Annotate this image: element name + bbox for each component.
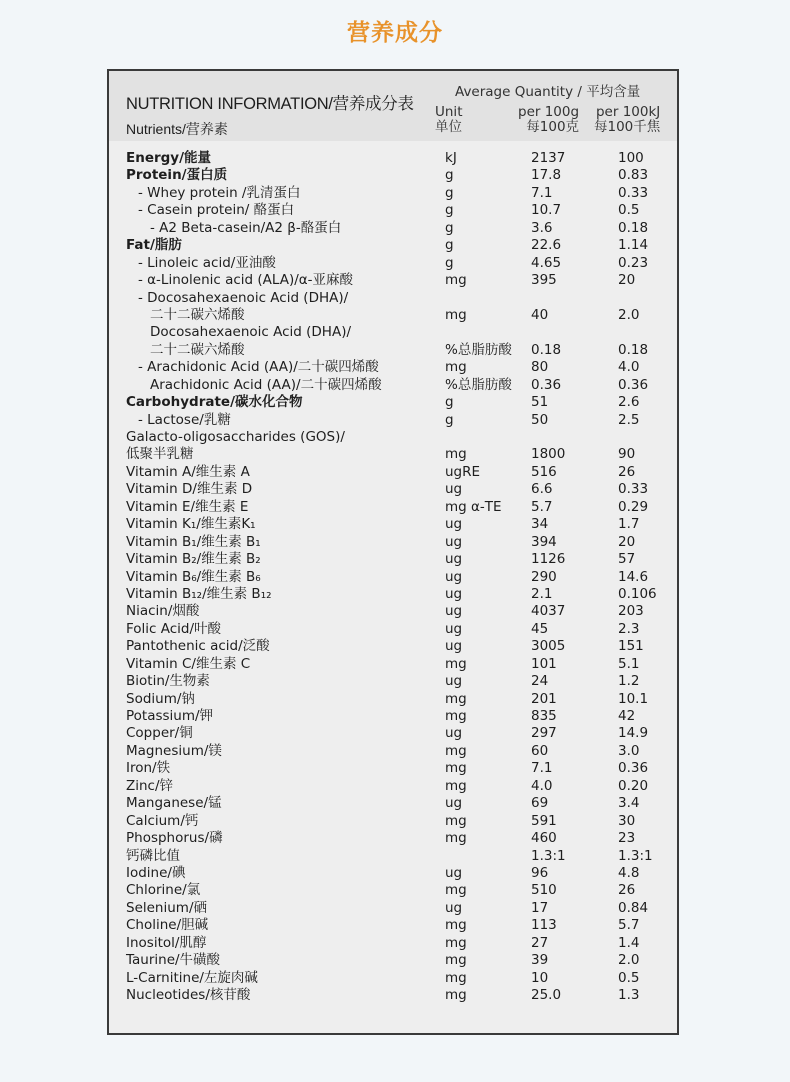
unit-cell: mg	[445, 777, 467, 794]
table-row	[109, 516, 677, 533]
nutrient-name: Iodine/碘	[126, 864, 186, 881]
unit-cell: g	[445, 184, 454, 201]
per100kj-value: 14.9	[618, 725, 649, 742]
unit-cell: g	[445, 394, 454, 411]
per100g-value: 17.8	[531, 167, 562, 184]
table-row	[109, 446, 677, 463]
per100kj-value: 42	[618, 708, 636, 724]
per100kj-value: 57	[618, 551, 636, 568]
unit-cell: mg	[445, 742, 467, 759]
per100kj-value: 0.18	[618, 219, 649, 236]
per100g-value: 1126	[531, 551, 566, 568]
nutrition-table	[107, 69, 679, 1035]
unit-cell: ug	[445, 551, 463, 568]
unit-header-en: Unit	[435, 104, 463, 120]
per100kj-value: 10.1	[618, 690, 649, 707]
table-row	[109, 324, 677, 341]
nutrient-name: Vitamin C/维生素 C	[126, 655, 251, 672]
per100kj-value: 1.3:1	[618, 847, 653, 864]
nutrient-name: 二十二碳六烯酸	[150, 341, 245, 358]
per100g-value: 4037	[531, 603, 566, 620]
nutrient-name: Fat/脂肪	[126, 237, 182, 254]
table-row	[109, 429, 677, 446]
unit-cell: g	[445, 219, 454, 236]
per100g-value: 10	[531, 969, 549, 986]
table-row	[109, 900, 677, 917]
per100kj-value: 2.0	[618, 306, 640, 323]
unit-cell: ug	[445, 533, 463, 550]
nutrient-name: Iron/铁	[126, 760, 171, 777]
table-row	[109, 464, 677, 481]
nutrient-name: 钙磷比值	[126, 847, 180, 864]
per100kj-value: 90	[618, 446, 636, 463]
per100g-value: 22.6	[531, 237, 562, 254]
table-row	[109, 778, 677, 795]
unit-cell: ug	[445, 899, 463, 916]
table-row	[109, 673, 677, 690]
table-row	[109, 237, 677, 254]
unit-cell: ug	[445, 481, 463, 498]
per100kj-value: 14.6	[618, 568, 649, 585]
unit-cell: mg	[445, 690, 467, 707]
per100g-value: 96	[531, 864, 549, 881]
unit-cell: mg	[445, 272, 467, 289]
nutrient-name: Galacto-oligosaccharides (GOS)/	[126, 429, 345, 445]
nutrient-name: - A2 Beta-casein/A2 β-酪蛋白	[150, 219, 342, 236]
table-row	[109, 795, 677, 812]
table-row	[109, 481, 677, 498]
per100g-value: 2137	[531, 150, 566, 166]
table-row	[109, 621, 677, 638]
page-title: 营养成分	[347, 20, 443, 46]
nutrient-name: Protein/蛋白质	[126, 167, 228, 184]
table-row	[109, 342, 677, 359]
per100kj-value: 30	[618, 812, 636, 829]
per100kj-value: 23	[618, 830, 636, 847]
per100g-value: 25.0	[531, 987, 562, 1003]
nutrient-name: Zinc/锌	[126, 777, 174, 794]
per100g-value: 510	[531, 882, 557, 899]
nutrient-name: - Docosahexaenoic Acid (DHA)/	[138, 289, 349, 306]
nutrient-name: Arachidonic Acid (AA)/二十碳四烯酸	[150, 376, 382, 393]
nutrient-name: Sodium/钠	[126, 690, 195, 707]
per100kj-header-en: per 100kJ	[595, 104, 661, 120]
unit-cell: mg	[445, 987, 467, 1003]
per100kj-value: 0.84	[618, 899, 649, 916]
table-row	[109, 534, 677, 551]
average-quantity-header: Average Quantity / 平均含量	[455, 84, 641, 100]
unit-cell: mg	[445, 359, 467, 376]
nutrient-name: Vitamin D/维生素 D	[126, 481, 253, 498]
table-row	[109, 202, 677, 219]
per100g-value: 201	[531, 690, 557, 707]
per100g-value: 2.1	[531, 585, 553, 602]
per100g-value: 39	[531, 952, 549, 969]
per100kj-value: 0.20	[618, 777, 649, 794]
per100kj-value: 1.4	[618, 934, 640, 951]
unit-cell: mg	[445, 917, 467, 934]
table-row	[109, 150, 677, 167]
per100g-value: 7.1	[531, 184, 553, 201]
nutrients-column-header: Nutrients/营养素	[126, 121, 228, 137]
table-row	[109, 656, 677, 673]
table-body	[109, 150, 677, 1004]
unit-cell: ugRE	[445, 463, 481, 480]
nutrient-name: Manganese/锰	[126, 795, 222, 812]
table-row	[109, 359, 677, 376]
unit-cell: ug	[445, 864, 463, 881]
nutrient-name: Vitamin A/维生素 A	[126, 463, 250, 480]
per100g-value: 113	[531, 917, 557, 934]
unit-cell: g	[445, 202, 454, 219]
nutrient-name: Docosahexaenoic Acid (DHA)/	[150, 324, 352, 341]
unit-cell: %总脂肪酸	[445, 376, 512, 393]
table-row	[109, 394, 677, 411]
nutrient-name: Selenium/硒	[126, 899, 207, 916]
per100kj-value: 4.8	[618, 864, 640, 881]
table-row	[109, 586, 677, 603]
table-row	[109, 952, 677, 969]
table-row	[109, 569, 677, 586]
per100kj-value: 0.36	[618, 376, 649, 393]
table-header	[109, 71, 677, 141]
table-row	[109, 691, 677, 708]
unit-column-header	[435, 105, 462, 135]
per100kj-value: 1.3	[618, 987, 640, 1003]
table-row	[109, 830, 677, 847]
table-row	[109, 760, 677, 777]
unit-cell: mg	[445, 760, 467, 777]
unit-cell: mg	[445, 655, 467, 672]
unit-cell: g	[445, 411, 454, 428]
per100kj-value: 0.5	[618, 969, 640, 986]
unit-cell: mg	[445, 830, 467, 847]
per100g-value: 6.6	[531, 481, 553, 498]
nutrient-name: - Casein protein/ 酪蛋白	[138, 202, 295, 219]
per100g-value: 591	[531, 812, 557, 829]
per100g-value: 297	[531, 725, 557, 742]
table-row	[109, 743, 677, 760]
per100kj-value: 1.2	[618, 673, 640, 690]
per100g-value: 69	[531, 795, 549, 812]
unit-header-zh: 单位	[435, 119, 462, 135]
per100kj-value: 26	[618, 463, 636, 480]
nutrient-name: - Arachidonic Acid (AA)/二十碳四烯酸	[138, 359, 379, 376]
nutrient-name: Vitamin B₁₂/维生素 B₁₂	[126, 585, 272, 602]
per100kj-value: 5.7	[618, 917, 640, 934]
per100kj-value: 4.0	[618, 359, 640, 376]
table-row	[109, 412, 677, 429]
unit-cell: mg	[445, 934, 467, 951]
unit-cell: mg	[445, 306, 467, 323]
per100kj-value: 151	[618, 638, 644, 655]
per100kj-value: 26	[618, 882, 636, 899]
table-row	[109, 935, 677, 952]
per100g-value: 7.1	[531, 760, 553, 777]
table-row	[109, 603, 677, 620]
unit-cell: g	[445, 167, 454, 184]
per100g-value: 51	[531, 394, 549, 411]
unit-cell: ug	[445, 603, 463, 620]
unit-cell: mg	[445, 882, 467, 899]
unit-cell: ug	[445, 725, 463, 742]
table-row	[109, 255, 677, 272]
per100g-value: 0.36	[531, 376, 562, 393]
nutrient-name: Choline/胆碱	[126, 917, 209, 934]
table-row	[109, 882, 677, 899]
table-row	[109, 290, 677, 307]
per100g-value: 80	[531, 359, 549, 376]
per100kj-value: 0.33	[618, 184, 649, 201]
per100kj-value: 0.36	[618, 760, 649, 777]
per100kj-value: 2.6	[618, 394, 640, 411]
table-title: NUTRITION INFORMATION/营养成分表	[126, 95, 414, 113]
nutrient-name: Nucleotides/核苷酸	[126, 987, 251, 1003]
nutrient-name: L-Carnitine/左旋肉碱	[126, 969, 258, 986]
unit-cell: mg	[445, 812, 467, 829]
per100kj-value: 3.0	[618, 742, 640, 759]
per100g-value: 395	[531, 272, 557, 289]
per100g-value: 0.18	[531, 341, 562, 358]
per100g-value: 290	[531, 568, 557, 585]
unit-cell: ug	[445, 585, 463, 602]
per100g-value: 4.65	[531, 254, 562, 271]
nutrient-name: Folic Acid/叶酸	[126, 620, 222, 637]
per100kj-value: 20	[618, 533, 636, 550]
per100g-value: 34	[531, 516, 549, 533]
per100g-value: 10.7	[531, 202, 562, 219]
per100g-value: 17	[531, 899, 549, 916]
nutrient-name: Chlorine/氯	[126, 882, 201, 899]
table-row	[109, 272, 677, 289]
table-row	[109, 185, 677, 202]
nutrient-name: Vitamin B₂/维生素 B₂	[126, 551, 261, 568]
nutrient-name: 二十二碳六烯酸	[150, 306, 245, 323]
table-row	[109, 725, 677, 742]
per100kj-value: 20	[618, 272, 636, 289]
unit-cell: %总脂肪酸	[445, 341, 512, 358]
per100kj-value: 203	[618, 603, 644, 620]
per100g-header-zh: 每100克	[526, 119, 580, 135]
per100g-value: 3.6	[531, 219, 553, 236]
per100g-column-header	[518, 105, 579, 135]
per100kj-column-header	[594, 105, 660, 135]
per100kj-value: 2.3	[618, 620, 640, 637]
per100kj-value: 0.18	[618, 341, 649, 358]
per100kj-value: 1.7	[618, 516, 640, 533]
nutrient-name: Niacin/烟酸	[126, 603, 200, 620]
per100g-value: 460	[531, 830, 557, 847]
table-row	[109, 307, 677, 324]
nutrient-name: Inositol/肌醇	[126, 934, 207, 951]
table-row	[109, 917, 677, 934]
per100kj-value: 0.33	[618, 481, 649, 498]
per100kj-value: 2.0	[618, 952, 640, 969]
nutrient-name: - Whey protein /乳清蛋白	[138, 184, 301, 201]
table-row	[109, 551, 677, 568]
per100kj-value: 1.14	[618, 237, 649, 254]
unit-cell: ug	[445, 673, 463, 690]
nutrient-name: - Linoleic acid/亚油酸	[138, 254, 276, 271]
unit-cell: mg	[445, 708, 467, 724]
per100g-value: 3005	[531, 638, 566, 655]
table-row	[109, 708, 677, 725]
table-row	[109, 813, 677, 830]
per100g-value: 4.0	[531, 777, 553, 794]
nutrient-name: Pantothenic acid/泛酸	[126, 638, 270, 655]
per100g-value: 516	[531, 463, 557, 480]
per100kj-value: 100	[618, 150, 644, 166]
per100g-value: 5.7	[531, 498, 553, 515]
unit-cell: ug	[445, 638, 463, 655]
unit-cell: ug	[445, 620, 463, 637]
unit-cell: g	[445, 254, 454, 271]
unit-cell: mg	[445, 969, 467, 986]
per100g-value: 27	[531, 934, 549, 951]
per100g-value: 60	[531, 742, 549, 759]
nutrient-name: Potassium/钾	[126, 708, 214, 724]
table-row	[109, 377, 677, 394]
unit-cell: ug	[445, 568, 463, 585]
per100g-value: 394	[531, 533, 557, 550]
per100g-value: 40	[531, 306, 549, 323]
table-row	[109, 220, 677, 237]
nutrient-name: - Lactose/乳糖	[138, 411, 231, 428]
table-row	[109, 987, 677, 1004]
unit-cell: kJ	[445, 150, 457, 166]
nutrient-name: Vitamin K₁/维生素K₁	[126, 516, 256, 533]
unit-cell: ug	[445, 795, 463, 812]
per100kj-value: 0.106	[618, 585, 657, 602]
per100kj-value: 2.5	[618, 411, 640, 428]
nutrient-name: - α-Linolenic acid (ALA)/α-亚麻酸	[138, 272, 354, 289]
per100kj-value: 0.83	[618, 167, 649, 184]
nutrient-name: Carbohydrate/碳水化合物	[126, 394, 303, 411]
per100g-value: 1800	[531, 446, 566, 463]
nutrient-name: Magnesium/镁	[126, 742, 222, 759]
nutrient-name: Taurine/牛磺酸	[126, 952, 221, 969]
nutrient-name: Vitamin B₁/维生素 B₁	[126, 533, 261, 550]
unit-cell: g	[445, 237, 454, 254]
per100kj-value: 5.1	[618, 655, 640, 672]
nutrient-name: Energy/能量	[126, 150, 212, 166]
per100g-value: 835	[531, 708, 557, 724]
per100g-value: 45	[531, 620, 549, 637]
unit-cell: mg	[445, 446, 467, 463]
table-row	[109, 499, 677, 516]
per100g-value: 50	[531, 411, 549, 428]
per100g-header-en: per 100g	[518, 104, 580, 120]
nutrient-name: Calcium/钙	[126, 812, 199, 829]
per100kj-value: 3.4	[618, 795, 640, 812]
table-row	[109, 865, 677, 882]
table-row	[109, 167, 677, 184]
unit-cell: ug	[445, 516, 463, 533]
unit-cell: mg α-TE	[445, 498, 502, 515]
per100kj-header-zh: 每100千焦	[594, 119, 661, 135]
per100g-value: 1.3:1	[531, 847, 566, 864]
nutrient-name: Vitamin B₆/维生素 B₆	[126, 568, 261, 585]
nutrient-name: Vitamin E/维生素 E	[126, 498, 249, 515]
per100g-value: 24	[531, 673, 549, 690]
nutrient-name: Biotin/生物素	[126, 673, 210, 690]
per100kj-value: 0.29	[618, 498, 649, 515]
table-row	[109, 848, 677, 865]
nutrient-name: Copper/铜	[126, 725, 193, 742]
unit-cell: mg	[445, 952, 467, 969]
per100kj-value: 0.23	[618, 254, 649, 271]
per100kj-value: 0.5	[618, 202, 640, 219]
table-row	[109, 638, 677, 655]
nutrient-name: Phosphorus/磷	[126, 830, 223, 847]
per100g-value: 101	[531, 655, 557, 672]
table-row	[109, 970, 677, 987]
nutrient-name: 低聚半乳糖	[126, 446, 194, 463]
